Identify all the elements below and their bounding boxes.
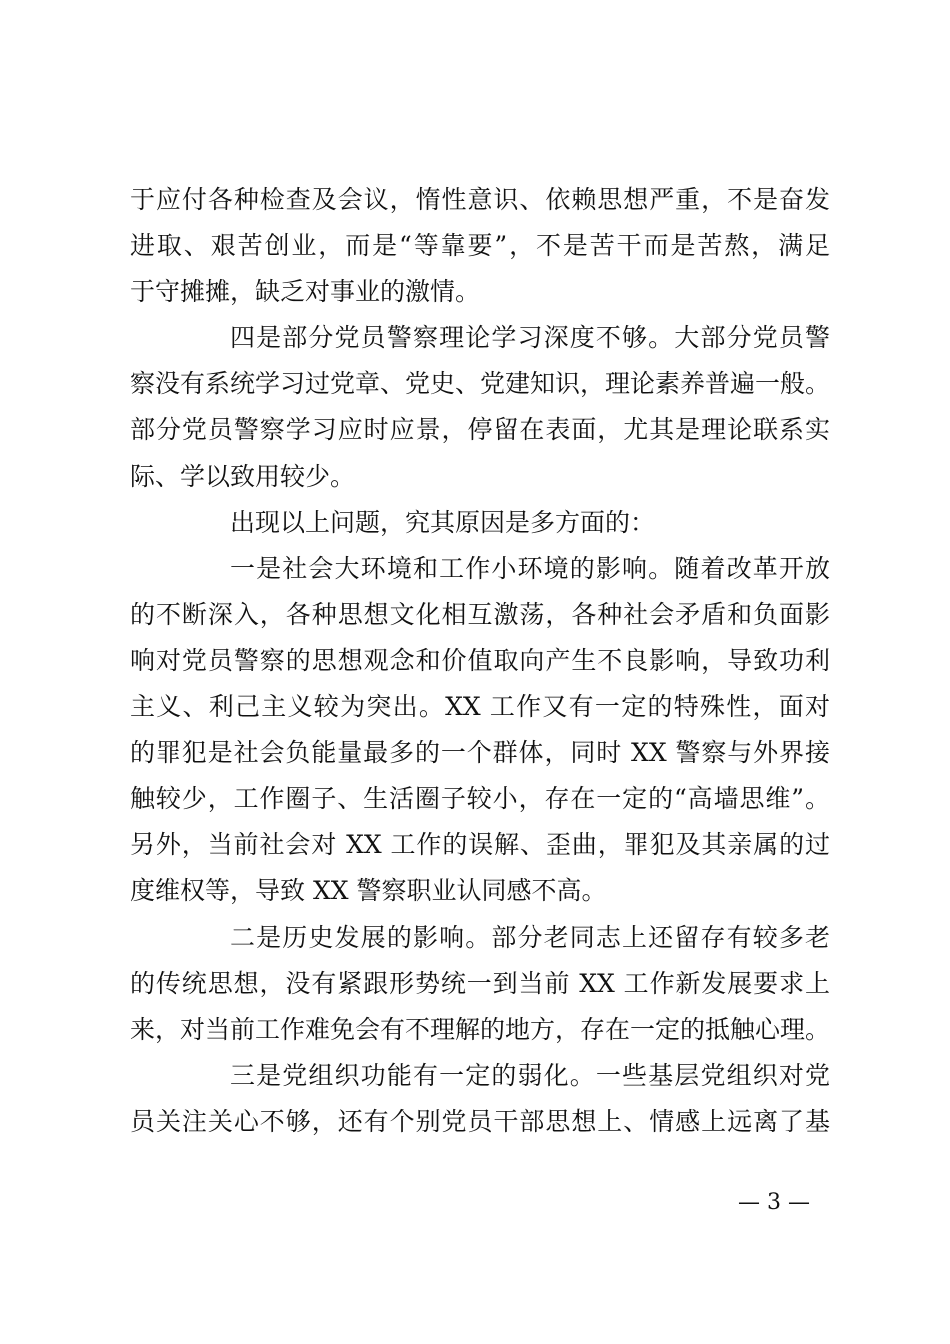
text-line: 四是部分党员警察理论学习深度不够。大部分党员警 [230, 323, 830, 353]
text-line: 三是党组织功能有一定的弱化。一些基层党组织对党 [230, 1060, 830, 1090]
text-line: 于守摊摊，缺乏对事业的激情。 [130, 277, 481, 307]
text-line: 的不断深入，各种思想文化相互激荡，各种社会矛盾和负面影 [130, 599, 830, 629]
text-line: 主义、利己主义较为突出。XX 工作又有一定的特殊性，面对 [130, 692, 830, 722]
paragraph-5 [130, 915, 830, 1053]
text-line: 察没有系统学习过党章、党史、党建知识，理论素养普遍一般。 [130, 369, 831, 399]
text-line: 进取、艰苦创业，而是“等靠要”，不是苦干而是苦熬，满足 [130, 231, 830, 261]
paragraph-3 [130, 500, 830, 546]
text-line: 触较少，工作圈子、生活圈子较小，存在一定的“高墙思维”。 [130, 784, 830, 814]
text-line: 际、学以致用较少。 [130, 461, 356, 491]
paragraph-1 [130, 177, 830, 315]
paragraph-2 [130, 315, 830, 499]
text-line: 来，对当前工作难免会有不理解的地方，存在一定的抵触心理。 [130, 1014, 831, 1044]
text-line: 一是社会大环境和工作小环境的影响。随着改革开放 [230, 553, 830, 583]
paragraph-6 [130, 1053, 830, 1145]
text-line: 的传统思想，没有紧跟形势统一到当前 XX 工作新发展要求上 [130, 968, 830, 998]
text-line: 度维权等，导致 XX 警察职业认同感不高。 [130, 876, 607, 906]
paragraph-4 [130, 546, 830, 915]
text-line: 部分党员警察学习应时应景，停留在表面，尤其是理论联系实 [130, 415, 830, 445]
text-line: 响对党员警察的思想观念和价值取向产生不良影响，导致功利 [130, 645, 830, 675]
text-line: 另外，当前社会对 XX 工作的误解、歪曲，罪犯及其亲属的过 [130, 830, 830, 860]
text-line: 出现以上问题，究其原因是多方面的： [230, 507, 656, 537]
text-line: 于应付各种检查及会议，惰性意识、依赖思想严重，不是奋发 [130, 185, 830, 214]
text-line: 员关注关心不够，还有个别党员干部思想上、情感上远离了基 [130, 1106, 830, 1136]
page-number: — 3 — [738, 1190, 810, 1215]
text-line: 的罪犯是社会负能量最多的一个群体，同时 XX 警察与外界接 [130, 738, 830, 768]
body-text [130, 177, 830, 1145]
text-line: 二是历史发展的影响。部分老同志上还留存有较多老 [230, 922, 830, 952]
